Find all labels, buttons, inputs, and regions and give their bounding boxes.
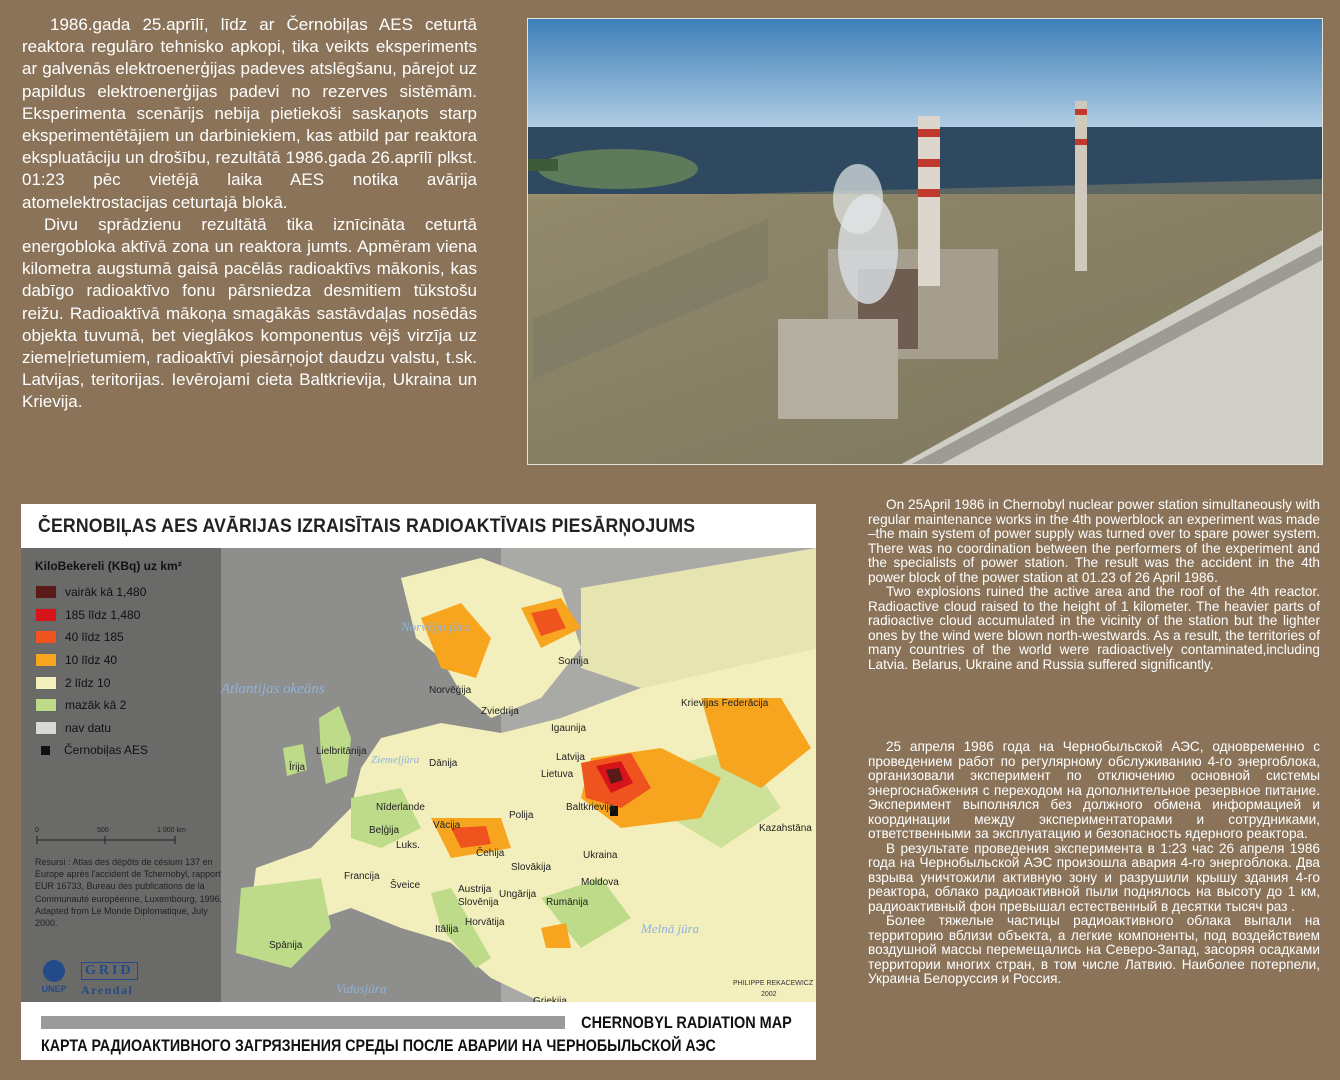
- scale-max: 1 000 km: [157, 827, 186, 834]
- country-moldova: Moldova: [581, 877, 619, 888]
- country-netherlands: Nīderlande: [376, 802, 425, 813]
- country-estonia: Igaunija: [551, 723, 587, 734]
- country-belarus: Baltkrievija: [566, 802, 615, 813]
- legend-swatch: [35, 676, 57, 690]
- legend-item: [35, 671, 235, 694]
- legend-label: nav datu: [65, 720, 112, 735]
- map-scale-bar: [35, 824, 205, 848]
- country-belgium: Beļģija: [369, 825, 400, 836]
- legend-swatch: [35, 630, 57, 644]
- country-hungary: Ungārija: [499, 889, 537, 900]
- scale-graphic: [35, 824, 205, 848]
- legend-label: 40 līdz 185: [65, 630, 124, 645]
- sea-label-atlantic: Atlantijas okeāns: [221, 681, 325, 697]
- latvian-paragraph-1: 1986.gada 25.aprīlī, līdz ar Černobiļas AES ceturtā reaktora regulāro tehnisko apkopi, tika veikts eksperiments ar galvenās elektroenerģijas padeves atslēgšanu, pārejot uz papildus elektroenerģijas padevi no rezerves sistēmām. Eksperimenta scenārijs nebija pietiekoši saskaņots starp eksperimentētājiem un darbiniekiem, kas atbild par reaktora ekspluatāciju un drošību, rezultātā 1986.gada 26.aprīlī plkst. 01:23 pēc vietējā laika AES notika avārija atomelektrostacijas ceturtajā blokā.: [22, 15, 477, 212]
- russian-paragraph-1: 25 апреля 1986 года на Чернобыльской АЭС, одновременно с проведением работ по регулярному обслуживанию 4-го энергоблока, организовали эксперимент по отключению основной системы энергоснабжения с переходом на дополнительное резервное питание. Эксперимент выполнялся без должного обмена информацией и координации между экспериментаторами и сотрудниками, ответственными за эксплуатацию и безопасность ядерного реактора.: [868, 739, 1320, 841]
- legend-swatch: [35, 608, 57, 622]
- russian-paragraph-2: В результате проведения эксперимента в 1:23 час 26 апреля 1986 года на Чернобыльской АЭС произошла авария 4-го энергоблока. Два взрыва уничтожили активную зону и разрушили крышу здания 4-го реактора, облако радиоактивной пыли поднялось на высоту до 1 км, радиоактивный фон превышал естественный в десятки тысяч раз .: [868, 840, 1320, 914]
- legend-item: [35, 626, 235, 649]
- unep-logo: [35, 960, 73, 994]
- country-norway: Norvēģija: [429, 685, 472, 696]
- scale-zero: 0: [35, 827, 39, 834]
- russian-description: [868, 740, 1320, 987]
- sea-label-med: Vidusjūra: [336, 981, 387, 996]
- legend-item: [35, 694, 235, 717]
- scale-mid: 500: [97, 827, 109, 834]
- arendal-logo-text: Arendal: [81, 983, 134, 997]
- country-germany: Vācija: [433, 820, 461, 831]
- country-spain: Spānija: [269, 940, 303, 951]
- unep-globe-icon: [43, 960, 65, 982]
- grid-logo-text: GRID: [81, 962, 138, 980]
- country-finland: Somija: [558, 656, 589, 667]
- legend-swatch: [35, 653, 57, 667]
- map-title: ČERNOBIĻAS AES AVĀRIJAS IZRAISĪTAIS RADIOAKTĪVAIS PIESĀRŅOJUMS: [38, 516, 696, 537]
- latvian-description: [22, 14, 477, 414]
- map-author-year: 2002: [761, 991, 777, 998]
- country-poland: Polija: [509, 810, 534, 821]
- legend-item: [35, 717, 235, 740]
- country-kazakhstan: Kazahstāna: [759, 823, 812, 834]
- radiation-map-panel: [21, 504, 816, 1060]
- country-ireland: Īrija: [289, 762, 306, 773]
- legend-label: 10 līdz 40: [65, 653, 118, 668]
- country-slovenia: Slovēnija: [458, 897, 499, 908]
- english-paragraph-1: On 25April 1986 in Chernobyl nuclear power station simultaneously with regular maintenance works in the 4th powerblock an experiment was made –the main system of power supply was turned over to spare power system. There was no coordination between the performers of the experiment and the specialists of power station. The result was the accident in the 4th power block of the power station at 01.23 of 26 April 1986.: [868, 497, 1320, 585]
- unep-logo-text: UNEP: [41, 984, 67, 994]
- legend-item: [35, 604, 235, 627]
- legend-title: KiloBekereli (KBq) uz km²: [35, 559, 182, 573]
- caption-divider: [41, 1016, 565, 1029]
- country-russia: Krievijas Federācija: [681, 698, 769, 709]
- country-romania: Rumānija: [546, 897, 589, 908]
- legend-item: [35, 739, 235, 762]
- map-author: PHILIPPE REKACEWICZ: [733, 980, 814, 987]
- english-paragraph-2: Two explosions ruined the active area and the roof of the 4th reactor. Radioactive cloud raised to the height of 1 kilometer. The heavier parts of radioactive cloud accumulated in the vicinity of the station but the lighter ones by the wind were blown north-westwards. As a result, the territories of many countries of the world were radioactively contaminated,including Latvia. Belarus, Ukraine and Russia suffered significantly.: [868, 584, 1320, 672]
- legend-swatch: [35, 585, 57, 599]
- country-slovakia: Slovākija: [511, 862, 552, 873]
- country-croatia: Horvātija: [465, 917, 505, 928]
- legend-label: 2 līdz 10: [65, 675, 111, 690]
- sea-label-norway: Norvēģu jūra: [401, 619, 471, 634]
- country-lux: Luks.: [396, 840, 420, 851]
- map-title-russian: КАРТА РАДИОАКТИВНОГО ЗАГРЯЗНЕНИЯ СРЕДЫ ПОСЛЕ АВАРИИ НА ЧЕРНОБЫЛЬСКОЙ АЭС: [41, 1036, 716, 1055]
- map-title-english: CHERNOBYL RADIATION MAP: [581, 1013, 792, 1032]
- legend-swatch: [35, 721, 57, 735]
- legend-item: [35, 581, 235, 604]
- map-caption-bar: [21, 1008, 816, 1060]
- chernobyl-legend-swatch: [41, 746, 50, 755]
- legend-item: [35, 649, 235, 672]
- legend-label: mazāk kā 2: [65, 698, 127, 713]
- sea-label-black: Melnā jūra: [641, 921, 700, 936]
- country-sweden: Zviedrija: [481, 706, 519, 717]
- country-lithuania: Lietuva: [541, 769, 574, 780]
- map-legend: [35, 559, 235, 762]
- country-switzerland: Šveice: [390, 880, 421, 891]
- legend-label: 185 līdz 1,480: [65, 607, 141, 622]
- russian-paragraph-3: Более тяжелые частицы радиоактивного облака выпали на территорию вблизи объекта, а легкие компоненты, под воздействием воздушной массы перемещались на Северо-Запад, засоряя осадками территории многих стран, в том числе Латвию. Наиболее потерпели, Украина Белоруссия и Россия.: [868, 913, 1320, 986]
- photo-illustration: [528, 19, 1323, 465]
- map-sources: Resursi : Atlas des dépôts de césium 137 en Europe après l'accident de Tchernobyl, rapport EUR 16733, Bureau des publications de la Communauté européenne, Luxembourg, 1996. Adapted from Le Monde Diplomatique, July 2000.: [35, 857, 223, 929]
- country-denmark: Dānija: [429, 758, 458, 769]
- country-uk: Lielbritānija: [316, 746, 367, 757]
- legend-swatch: [35, 698, 57, 712]
- legend-label: Černobiļas AES: [64, 743, 149, 758]
- sea-label-north: Ziemeļjūra: [371, 754, 420, 766]
- latvian-paragraph-2: Divu sprādzienu rezultātā tika iznīcināta ceturtā energobloka aktīvā zona un reaktora jumts. Apmēram viena kilometra augstumā gaisā pacēlās radioaktīvs mākonis, kas dabīgo radioaktīvo fonu pārsniedza desmitiem tūkstošu reižu. Radioaktīvā mākoņa smagākās sastāvdaļas nosēdās objekta tuvumā, bet vieglākos komponentus vējš virzīja uz ziemeļrietumiem, radioaktīvi piesārņojot daudzu valstu, t.sk. Latvijas, teritorijas. Ievērojami cieta Baltkrievija, Ukraina un Krievija.: [22, 214, 477, 412]
- country-latvia: Latvija: [556, 752, 585, 763]
- country-greece: Grieķija: [533, 996, 567, 1002]
- grid-arendal-logo: [81, 962, 138, 998]
- country-austria: Austrija: [458, 884, 492, 895]
- country-ukraine: Ukraina: [583, 850, 618, 861]
- country-italy: Itālija: [435, 924, 459, 935]
- chernobyl-aerial-photo: [527, 18, 1323, 465]
- country-france: Francija: [344, 871, 380, 882]
- english-description: [868, 498, 1320, 672]
- country-czech: Čehija: [476, 848, 505, 859]
- legend-label: vairāk kā 1,480: [65, 585, 147, 600]
